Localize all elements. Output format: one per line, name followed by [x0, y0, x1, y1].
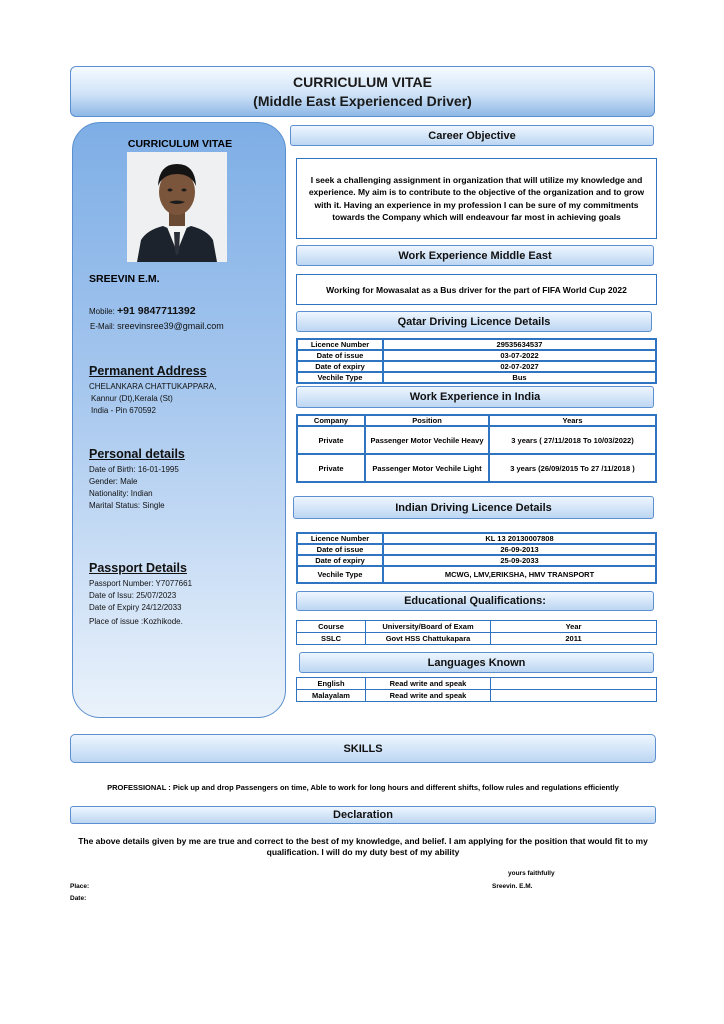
qatar-licence-table	[296, 338, 657, 384]
table-row	[297, 678, 657, 690]
table-cell: Read write and speak	[366, 690, 491, 702]
mobile-number: +91 9847711392	[117, 305, 196, 317]
table-row	[297, 372, 656, 383]
work-me-heading: Work Experience Middle East	[296, 245, 654, 266]
languages-heading: Languages Known	[299, 652, 654, 673]
table-cell: SSLC	[297, 633, 366, 645]
address-block	[89, 381, 279, 417]
table-cell: 02-07-2027	[383, 361, 656, 372]
table-cell: 25-09-2033	[383, 555, 656, 566]
passport-line: Passport Number: Y7077661	[89, 579, 193, 588]
table-cell: English	[297, 678, 366, 690]
personal-line: Gender: Male	[89, 477, 138, 486]
work-me-text: Working for Mowasalat as a Bus driver for the part of FIFA World Cup 2022	[296, 274, 657, 305]
table-cell: 3 years (26/09/2015 To 27 /11/2018 )	[489, 454, 656, 482]
table-row	[297, 690, 657, 702]
personal-heading: Personal details	[89, 447, 185, 461]
address-line: Kannur (Dt),Kerala (St)	[91, 394, 173, 403]
table-cell: Passenger Motor Vechile Light	[365, 454, 489, 482]
career-objective-text: I seek a challenging assignment in organization that will utilize my knowledge and experience. My aim is to contribute to the objective of the organization and to grow with it. Having an experience in my profession I can be sure of my commitments towards the Company which will endeavour far most in achieving goals	[296, 158, 657, 239]
india-licence-heading: Indian Driving Licence Details	[293, 496, 654, 519]
work-india-table	[296, 414, 657, 483]
table-row	[297, 426, 656, 454]
table-cell: Read write and speak	[366, 678, 491, 690]
table-cell: 26-09-2013	[383, 544, 656, 555]
work-india-heading: Work Experience in India	[296, 386, 654, 408]
career-objective-heading: Career Objective	[290, 125, 654, 146]
table-cell: Vechile Type	[297, 566, 383, 583]
education-heading: Educational Qualifications:	[296, 591, 654, 611]
table-row	[297, 350, 656, 361]
place-label: Place:	[70, 883, 90, 890]
table-header-cell: Years	[489, 415, 656, 426]
table-cell: Date of issue	[297, 350, 383, 361]
sidebar-title: CURRICULUM VITAE	[127, 138, 233, 150]
date-label: Date:	[70, 895, 87, 902]
table-header-cell: Position	[365, 415, 489, 426]
table-header-row	[297, 415, 656, 426]
table-cell: Private	[297, 454, 365, 482]
declaration-text: The above details given by me are true and correct to the best of my knowledge, and belief. I am applying for the position that would fit to my qualification. I will do my duty best of my ability	[78, 836, 648, 857]
qatar-licence-heading: Qatar Driving Licence Details	[296, 311, 652, 332]
table-cell: Date of issue	[297, 544, 383, 555]
email-value: sreevinsree39@gmail.com	[117, 321, 224, 331]
table-cell: Govt HSS Chattukapara	[366, 633, 491, 645]
table-cell: 2011	[491, 633, 657, 645]
email-row	[90, 320, 224, 333]
passport-line: Date of Issu: 25/07/2023	[89, 591, 177, 600]
address-line: CHELANKARA CHATTUKAPPARA,	[89, 382, 217, 391]
table-row	[297, 566, 656, 583]
education-table	[296, 620, 657, 645]
table-cell: 03-07-2022	[383, 350, 656, 361]
passport-heading: Passport Details	[89, 561, 187, 575]
table-cell: Licence Number	[297, 533, 383, 544]
personal-block	[89, 464, 279, 512]
passport-block	[89, 578, 279, 628]
personal-line: Nationality: Indian	[89, 489, 153, 498]
table-header-row	[297, 621, 657, 633]
person-portrait-icon	[127, 152, 227, 262]
personal-line: Date of Birth: 16-01-1995	[89, 465, 179, 474]
table-row	[297, 339, 656, 350]
table-row	[297, 633, 657, 645]
skills-text: PROFESSIONAL : Pick up and drop Passengers on time, Able to work for long hours and different shifts, follow rules and regulations efficiently	[107, 783, 619, 792]
languages-table	[296, 677, 657, 702]
table-cell: 3 years ( 27/11/2018 To 10/03/2022)	[489, 426, 656, 454]
table-cell: Malayalam	[297, 690, 366, 702]
mobile-label: Mobile:	[89, 307, 115, 316]
table-row	[297, 454, 656, 482]
table-cell: MCWG, LMV,ERIKSHA, HMV TRANSPORT	[383, 566, 656, 583]
table-cell: Passenger Motor Vechile Heavy	[365, 426, 489, 454]
india-licence-table	[296, 532, 657, 584]
table-cell: Private	[297, 426, 365, 454]
signature-name: Sreevin. E.M.	[492, 883, 533, 890]
email-label: E-Mail:	[90, 322, 115, 331]
table-cell: KL 13 20130007808	[383, 533, 656, 544]
table-row	[297, 533, 656, 544]
table-cell	[491, 678, 657, 690]
cv-title: CURRICULUM VITAE	[293, 74, 432, 90]
address-line: India - Pin 670592	[91, 406, 156, 415]
table-row	[297, 555, 656, 566]
personal-line: Marital Status: Single	[89, 501, 165, 510]
cv-subtitle: (Middle East Experienced Driver)	[253, 93, 472, 109]
table-header-cell: Company	[297, 415, 365, 426]
skills-heading: SKILLS	[70, 734, 656, 763]
cv-header-banner	[70, 66, 655, 117]
table-row	[297, 544, 656, 555]
address-heading: Permanent Address	[89, 364, 207, 378]
closing-text: yours faithfully	[508, 870, 555, 877]
profile-photo	[127, 152, 227, 262]
table-row	[297, 361, 656, 372]
table-cell: Vechile Type	[297, 372, 383, 383]
table-cell: Licence Number	[297, 339, 383, 350]
table-header-cell: Course	[297, 621, 366, 633]
declaration-heading: Declaration	[70, 806, 656, 824]
table-cell	[491, 690, 657, 702]
table-cell: 29535634537	[383, 339, 656, 350]
table-cell: Date of expiry	[297, 361, 383, 372]
passport-line: Date of Expiry 24/12/2033	[89, 603, 182, 612]
table-header-cell: Year	[491, 621, 657, 633]
table-cell: Date of expiry	[297, 555, 383, 566]
passport-line: Place of issue :Kozhikode.	[89, 617, 183, 626]
candidate-name: SREEVIN E.M.	[89, 273, 160, 285]
table-header-cell: University/Board of Exam	[366, 621, 491, 633]
mobile-row	[89, 305, 196, 318]
table-cell: Bus	[383, 372, 656, 383]
